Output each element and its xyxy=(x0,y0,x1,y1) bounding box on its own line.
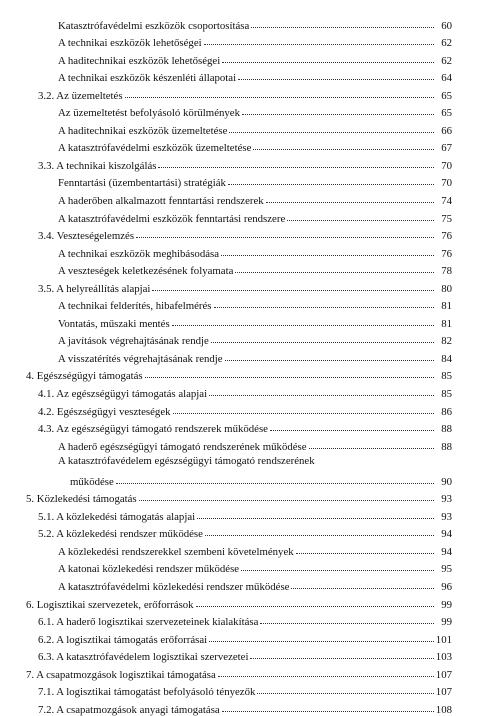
dot-leader xyxy=(218,675,434,677)
toc-entry-line xyxy=(58,32,452,50)
toc-entry-line xyxy=(38,681,452,699)
toc-entry xyxy=(0,453,484,488)
toc-entry-line xyxy=(26,593,452,611)
toc-entry xyxy=(0,172,484,190)
toc-page-number: 67 xyxy=(441,142,452,155)
toc-entry xyxy=(0,681,484,699)
toc-page-number: 103 xyxy=(435,651,452,664)
toc-entry-title: Az üzemeltetést befolyásoló körülmények xyxy=(58,107,240,120)
toc-entry-title: A technikai felderítés, hibafelmérés xyxy=(58,300,212,313)
toc-page-number: 85 xyxy=(441,370,452,383)
toc-page-number: 90 xyxy=(441,475,452,488)
toc-entry xyxy=(0,611,484,629)
dot-leader xyxy=(291,587,434,589)
toc-page-number: 88 xyxy=(441,440,452,453)
toc-entry-line xyxy=(58,102,452,120)
dot-leader xyxy=(139,499,434,501)
toc-entry xyxy=(0,347,484,365)
dot-leader xyxy=(235,271,434,273)
toc-page-number: 99 xyxy=(441,598,452,611)
dot-leader xyxy=(228,183,434,185)
toc-page-number: 70 xyxy=(441,177,452,190)
toc-entry-title: Vontatás, műszaki mentés xyxy=(58,317,170,330)
toc-entry-title: 7.2. A csapatmozgások anyagi támogatása xyxy=(38,703,220,716)
dot-leader xyxy=(251,26,434,28)
dot-leader xyxy=(242,113,434,115)
toc-entry-line xyxy=(26,488,452,506)
toc-entry-title: A technikai eszközök lehetőségei xyxy=(58,37,202,50)
toc-entry-line xyxy=(58,137,452,155)
toc-entry xyxy=(0,505,484,523)
toc-entry xyxy=(0,137,484,155)
dot-leader xyxy=(225,359,434,361)
dot-leader xyxy=(287,219,434,221)
toc-entry-line xyxy=(38,646,452,664)
toc-entry xyxy=(0,189,484,207)
toc-entry-line xyxy=(38,523,452,541)
toc-entry-title: 7.1. A logisztikai támogatást befolyásoló tényezők xyxy=(38,686,256,699)
toc-page-number: 81 xyxy=(441,300,452,313)
toc-entry-title: A veszteségek keletkezésének folyamata xyxy=(58,265,234,278)
toc-entry-line xyxy=(38,382,452,400)
toc-entry-title: A haditechnikai eszközök üzemeltetése xyxy=(58,124,228,137)
toc-entry-line xyxy=(58,347,452,365)
dot-leader xyxy=(266,201,434,203)
toc-page-number: 62 xyxy=(441,37,452,50)
toc-entry xyxy=(0,663,484,681)
toc-entry xyxy=(0,628,484,646)
toc-entry-line xyxy=(58,172,452,190)
toc-entry xyxy=(0,277,484,295)
toc-entry-line xyxy=(58,575,452,593)
toc-entry-title: A technikai eszközök meghibásodása xyxy=(58,247,220,260)
toc-entry-title: Katasztrófavédelmi eszközök csoportosítása xyxy=(58,19,250,32)
toc-entry-title: A technikai eszközök készenléti állapotai xyxy=(58,72,237,85)
toc-entry-title: 6. Logisztikai szervezetek, erőforrások xyxy=(26,598,194,611)
toc-entry xyxy=(0,312,484,330)
dot-leader xyxy=(197,517,434,519)
toc-entry xyxy=(0,558,484,576)
toc-entry xyxy=(0,418,484,436)
toc-entry-title: 3.3. A technikai kiszolgálás xyxy=(38,159,157,172)
dot-leader xyxy=(145,376,434,378)
toc-entry xyxy=(0,575,484,593)
toc-page-number: 107 xyxy=(435,686,452,699)
toc-page-number: 95 xyxy=(441,563,452,576)
toc-entry-line xyxy=(58,189,452,207)
dot-leader xyxy=(116,482,434,484)
dot-leader xyxy=(125,96,434,98)
dot-leader xyxy=(257,692,433,694)
toc-entry xyxy=(0,488,484,506)
dot-leader xyxy=(211,341,434,343)
toc-entry-title: A javítások végrehajtásának rendje xyxy=(58,335,209,348)
toc-entry-title: 6.3. A katasztrófavédelem logisztikai szervezetei xyxy=(38,651,249,664)
dot-leader xyxy=(238,78,434,80)
toc-page-number: 94 xyxy=(441,545,452,558)
toc-page-number: 86 xyxy=(441,405,452,418)
toc-entry-line xyxy=(38,628,452,646)
toc-entry-line xyxy=(38,84,452,102)
dot-leader xyxy=(172,324,434,326)
toc-entry-line xyxy=(58,312,452,330)
toc-entry xyxy=(0,646,484,664)
toc-entry-continuation xyxy=(58,470,452,488)
toc-entry-title: 4. Egészségügyi támogatás xyxy=(26,370,143,383)
dot-leader xyxy=(250,657,433,659)
toc-entry-title: A katasztrófavédelem egészségügyi támogató rendszerének xyxy=(58,454,315,467)
toc-entry xyxy=(0,84,484,102)
toc-page-number: 81 xyxy=(441,317,452,330)
toc-page-number: 85 xyxy=(441,388,452,401)
dot-leader xyxy=(214,306,435,308)
toc-page-number: 78 xyxy=(441,265,452,278)
toc-entry xyxy=(0,207,484,225)
toc-entry-line xyxy=(58,207,452,225)
dot-leader xyxy=(222,710,434,712)
toc-page-number: 82 xyxy=(441,335,452,348)
dot-leader xyxy=(260,622,434,624)
toc-entry-line xyxy=(38,698,452,716)
toc-entry-title: A visszatérítés végrehajtásának rendje xyxy=(58,352,223,365)
toc-page-number: 108 xyxy=(435,703,452,716)
toc-page-number: 99 xyxy=(441,616,452,629)
table-of-contents xyxy=(0,14,484,716)
toc-entry-title: A katasztrófavédelmi eszközök üzemeltetése xyxy=(58,142,252,155)
toc-entry-line xyxy=(58,49,452,67)
toc-entry-line xyxy=(58,558,452,576)
toc-page-number: 66 xyxy=(441,124,452,137)
toc-entry-title: A katasztrófavédelmi közlekedési rendszer működése xyxy=(58,580,290,593)
toc-entry xyxy=(0,102,484,120)
toc-page-number: 76 xyxy=(441,230,452,243)
dot-leader xyxy=(158,166,434,168)
toc-page-number: 93 xyxy=(441,510,452,523)
toc-entry-title: 5.1. A közlekedési támogatás alapjai xyxy=(38,510,196,523)
toc-entry-title: 7. A csapatmozgások logisztikai támogatása xyxy=(26,668,216,681)
toc-page-number: 96 xyxy=(441,580,452,593)
toc-entry-line xyxy=(38,277,452,295)
toc-entry-title: A katonai közlekedési rendszer működése xyxy=(58,563,240,576)
dot-leader xyxy=(253,148,434,150)
toc-entry xyxy=(0,593,484,611)
toc-entry-title: 4.2. Egészségügyi veszteségek xyxy=(38,405,171,418)
toc-page-number: 80 xyxy=(441,282,452,295)
toc-entry-title: A haderőben alkalmazott fenntartási rendszerek xyxy=(58,195,264,208)
toc-entry xyxy=(0,330,484,348)
toc-entry-title: A közlekedési rendszerekkel szembeni követelmények xyxy=(58,545,294,558)
dot-leader xyxy=(221,254,434,256)
toc-page-number: 62 xyxy=(441,54,452,67)
toc-page-number: 93 xyxy=(441,493,452,506)
toc-entry xyxy=(0,523,484,541)
toc-entry-title: 4.3. Az egészségügyi támogató rendszerek működése xyxy=(38,423,268,436)
toc-entry xyxy=(0,435,484,453)
toc-entry xyxy=(0,382,484,400)
toc-page-number: 64 xyxy=(441,72,452,85)
toc-entry-line xyxy=(58,330,452,348)
toc-entry-line xyxy=(58,260,452,278)
toc-entry-line xyxy=(58,540,452,558)
toc-entry-title-continued: működése xyxy=(70,475,114,488)
toc-page-number: 65 xyxy=(441,107,452,120)
dot-leader xyxy=(196,605,434,607)
toc-entry xyxy=(0,49,484,67)
toc-page-number: 60 xyxy=(441,19,452,32)
toc-entry-title: 3.4. Veszteségelemzés xyxy=(38,230,135,243)
toc-entry-title: Fenntartási (üzembentartási) stratégiák xyxy=(58,177,226,190)
toc-entry-title: A haditechnikai eszközök lehetőségei xyxy=(58,54,221,67)
toc-entry-line xyxy=(58,295,452,313)
toc-entry-line xyxy=(38,225,452,243)
dot-leader xyxy=(204,43,434,45)
toc-page-number: 107 xyxy=(435,668,452,681)
toc-entry xyxy=(0,225,484,243)
toc-entry xyxy=(0,154,484,172)
toc-entry-line xyxy=(38,400,452,418)
toc-entry-title: A katasztrófavédelmi eszközök fenntartási rendszere xyxy=(58,212,286,225)
dot-leader xyxy=(296,552,434,554)
toc-page-number: 74 xyxy=(441,195,452,208)
dot-leader xyxy=(152,289,434,291)
toc-entry-title: 3.5. A helyreállítás alapjai xyxy=(38,282,151,295)
dot-leader xyxy=(205,534,434,536)
toc-entry-line xyxy=(38,154,452,172)
toc-entry-title: 6.2. A logisztikai támogatás erőforrásai xyxy=(38,633,208,646)
toc-entry xyxy=(0,698,484,716)
toc-entry-line xyxy=(58,67,452,85)
toc-entry xyxy=(0,242,484,260)
toc-page-number: 65 xyxy=(441,89,452,102)
dot-leader xyxy=(209,640,434,642)
toc-entry-title: 3.2. Az üzemeltetés xyxy=(38,89,123,102)
toc-entry-title: 4.1. Az egészségügyi támogatás alapjai xyxy=(38,388,208,401)
toc-entry xyxy=(0,119,484,137)
toc-entry-title: A haderő egészségügyi támogató rendszerének működése xyxy=(58,440,307,453)
toc-page-number: 70 xyxy=(441,159,452,172)
dot-leader xyxy=(173,412,434,414)
toc-entry xyxy=(0,540,484,558)
dot-leader xyxy=(136,236,434,238)
toc-entry-line xyxy=(58,453,452,488)
toc-entry-title: 5.2. A közlekedési rendszer működése xyxy=(38,528,203,541)
toc-entry-line xyxy=(58,435,452,453)
toc-entry-line xyxy=(58,14,452,32)
toc-entry-line xyxy=(26,365,452,383)
toc-entry xyxy=(0,400,484,418)
toc-entry-line xyxy=(38,418,452,436)
toc-entry-line xyxy=(38,505,452,523)
dot-leader xyxy=(229,131,434,133)
dot-leader xyxy=(270,429,434,431)
toc-page-number: 84 xyxy=(441,352,452,365)
toc-entry-line xyxy=(38,611,452,629)
dot-leader xyxy=(209,394,434,396)
dot-leader xyxy=(309,447,434,449)
toc-entry xyxy=(0,365,484,383)
toc-entry xyxy=(0,14,484,32)
dot-leader xyxy=(241,569,434,571)
toc-entry xyxy=(0,67,484,85)
toc-entry xyxy=(0,32,484,50)
toc-entry-title: 6.1. A haderő logisztikai szervezeteinek kialakítása xyxy=(38,616,259,629)
toc-entry xyxy=(0,260,484,278)
dot-leader xyxy=(222,61,434,63)
toc-page-number: 76 xyxy=(441,247,452,260)
toc-entry-line xyxy=(58,242,452,260)
toc-entry-line xyxy=(26,663,452,681)
toc-page-number: 94 xyxy=(441,528,452,541)
toc-page-number: 88 xyxy=(441,423,452,436)
toc-entry-title: 5. Közlekedési támogatás xyxy=(26,493,137,506)
toc-page-number: 75 xyxy=(441,212,452,225)
toc-page-number: 101 xyxy=(435,633,452,646)
toc-entry xyxy=(0,295,484,313)
toc-entry-line xyxy=(58,119,452,137)
